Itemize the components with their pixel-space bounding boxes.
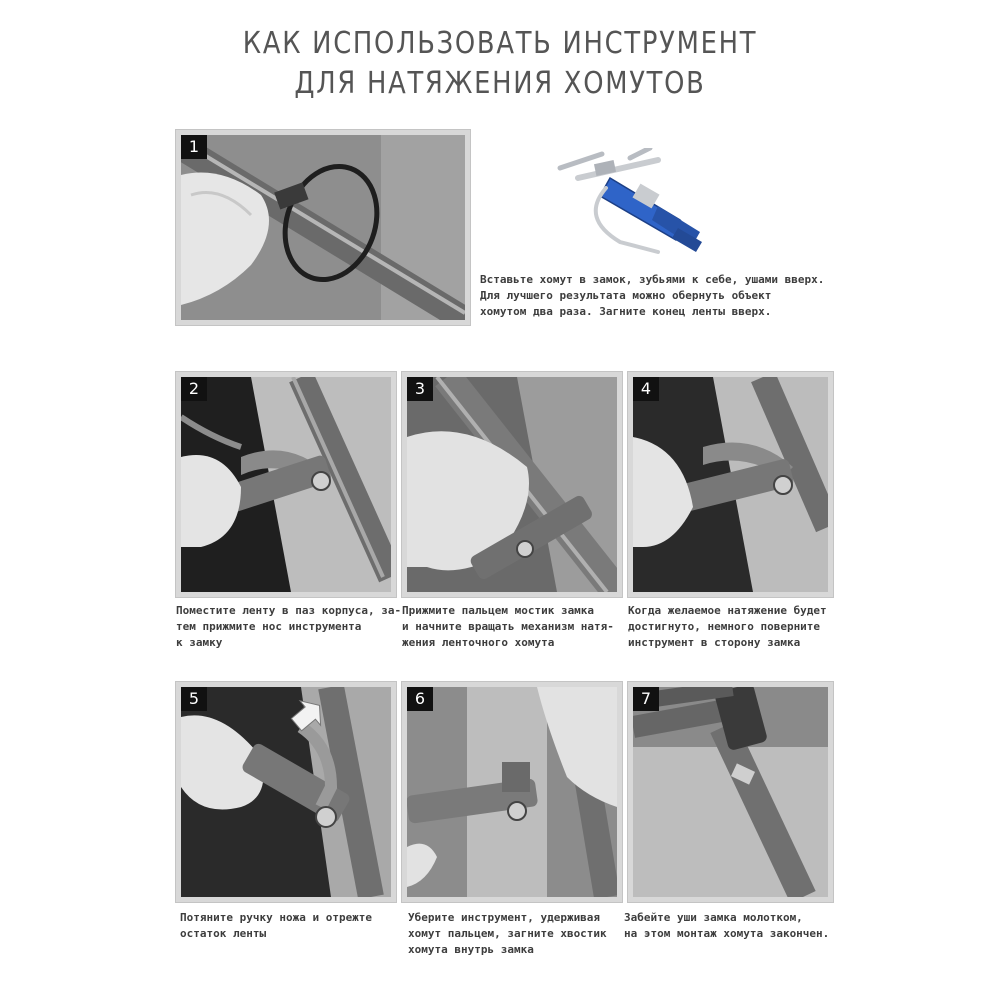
- step-5-photo: [176, 682, 396, 902]
- step-4-caption: Когда желаемое натяжение будет достигнуто, немного поверните инструмент в сторону замка: [628, 604, 827, 649]
- step-2-caption: Поместите ленту в паз корпуса, за- тем прижмите нос инструмента к замку: [176, 604, 402, 649]
- step-3-caption: Прижмите пальцем мостик замка и начните вращать механизм натя- жения ленточного хомута: [402, 604, 614, 649]
- step-number: 5: [181, 687, 207, 711]
- step-6-caption: Уберите инструмент, удерживая хомут пальцем, загните хвостик хомута внутрь замка: [408, 911, 607, 956]
- step-4-photo: [628, 372, 833, 597]
- step-number: 1: [181, 135, 207, 159]
- step-3-photo: [402, 372, 622, 597]
- step-number: 4: [633, 377, 659, 401]
- step-number: 7: [633, 687, 659, 711]
- step-1-photo: [176, 130, 470, 325]
- step-2-photo: [176, 372, 396, 597]
- page-title-line-1: КАК ИСПОЛЬЗОВАТЬ ИНСТРУМЕНТ: [242, 26, 758, 61]
- step-1-caption: Вставьте хомут в замок, зубьями к себе, ушами вверх. Для лучшего результата можно обернуть объект хомутом два раза. Загните конец ленты вверх.: [480, 273, 825, 318]
- step-number: 3: [407, 377, 433, 401]
- step-7-photo: [628, 682, 833, 902]
- step-6-photo: [402, 682, 622, 902]
- step-number: 2: [181, 377, 207, 401]
- step-number: 6: [407, 687, 433, 711]
- step-5-caption: Потяните ручку ножа и отрежте остаток ленты: [180, 911, 373, 940]
- step-7-caption: Забейте уши замка молотком, на этом монтаж хомута закончен.: [624, 911, 830, 940]
- page-title-line-2: ДЛЯ НАТЯЖЕНИЯ ХОМУТОВ: [294, 66, 706, 101]
- tensioning-tool-image: [540, 148, 730, 260]
